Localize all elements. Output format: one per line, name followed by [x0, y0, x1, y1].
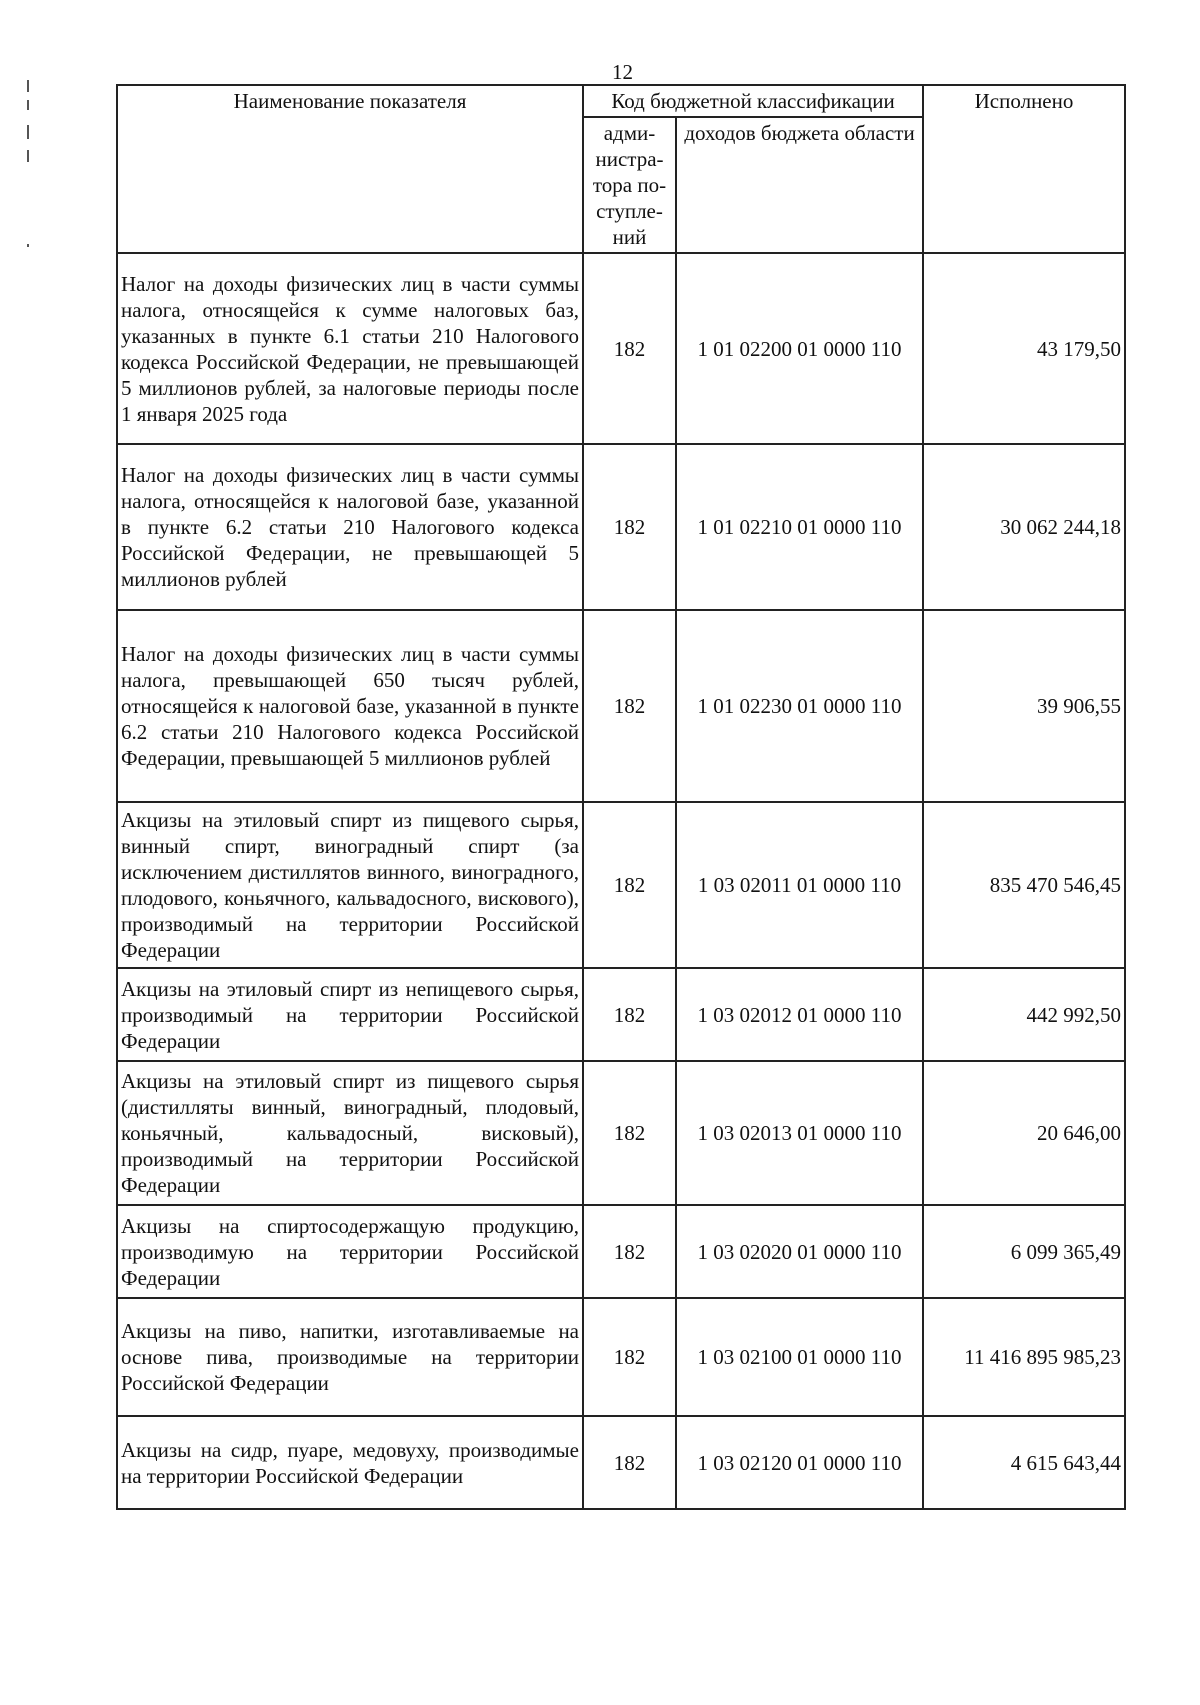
- row-budget-code: 1 01 02230 01 0000 110: [676, 610, 923, 802]
- row-amount: 835 470 546,45: [923, 802, 1125, 968]
- table-row: [117, 1061, 1125, 1205]
- row-name: Акцизы на спиртосодержащую продукцию, производимую на территории Российской Федерации: [117, 1205, 583, 1298]
- row-budget-code: 1 03 02020 01 0000 110: [676, 1205, 923, 1298]
- row-amount: 39 906,55: [923, 610, 1125, 802]
- row-budget-code: 1 03 02012 01 0000 110: [676, 968, 923, 1061]
- row-budget-code: 1 03 02120 01 0000 110: [676, 1416, 923, 1509]
- table-row: [117, 968, 1125, 1061]
- row-name: Налог на доходы физических лиц в части суммы налога, превышающей 650 тысяч рублей, относящейся к налоговой базе, указанной в пункте 6.2 статьи 210 Налогового кодекса Российской Федерации, превышающей 5 миллионов рублей: [117, 610, 583, 802]
- page-number: 12: [612, 60, 633, 84]
- binding-mark: [27, 80, 29, 92]
- budget-table: [116, 84, 1126, 1510]
- row-amount: 30 062 244,18: [923, 444, 1125, 610]
- row-budget-code: 1 01 02200 01 0000 110: [676, 253, 923, 444]
- row-budget-code: 1 03 02011 01 0000 110: [676, 802, 923, 968]
- row-amount: 4 615 643,44: [923, 1416, 1125, 1509]
- row-budget-code: 1 03 02013 01 0000 110: [676, 1061, 923, 1205]
- row-name: Акцизы на этиловый спирт из пищевого сырья (дистилляты винный, виноградный, плодовый, коньячный, кальвадосный, висковый), производимый на территории Российской Федерации: [117, 1061, 583, 1205]
- row-amount: 6 099 365,49: [923, 1205, 1125, 1298]
- row-name: Налог на доходы физических лиц в части суммы налога, относящейся к сумме налоговых баз, указанных в пункте 6.1 статьи 210 Налогового кодекса Российской Федерации, не превышающей 5 миллионов рублей, за налоговые периоды после 1 января 2025 года: [117, 253, 583, 444]
- row-admin-code: 182: [583, 444, 676, 610]
- row-admin-code: 182: [583, 1416, 676, 1509]
- header-admin: адми-нистра-тора по-ступле-ний: [583, 117, 676, 253]
- row-budget-code: 1 01 02210 01 0000 110: [676, 444, 923, 610]
- row-name: Акцизы на сидр, пуаре, медовуху, производимые на территории Российской Федерации: [117, 1416, 583, 1509]
- row-admin-code: 182: [583, 1298, 676, 1416]
- row-name: Акцизы на этиловый спирт из пищевого сырья, винный спирт, виноградный спирт (за исключением дистиллятов винного, виноградного, плодового, коньячного, кальвадосного, вискового), производимый на территории Российской Федерации: [117, 802, 583, 968]
- row-name: Акцизы на пиво, напитки, изготавливаемые на основе пива, производимые на территории Российской Федерации: [117, 1298, 583, 1416]
- row-admin-code: 182: [583, 1205, 676, 1298]
- table-row: [117, 444, 1125, 610]
- header-name: Наименование показателя: [117, 85, 583, 253]
- table-row: [117, 253, 1125, 444]
- row-admin-code: 182: [583, 253, 676, 444]
- binding-mark: [27, 150, 29, 162]
- table-header: [117, 85, 1125, 253]
- table-row: [117, 1416, 1125, 1509]
- row-admin-code: 182: [583, 610, 676, 802]
- row-admin-code: 182: [583, 1061, 676, 1205]
- table-body: [117, 253, 1125, 1509]
- header-code-group: Код бюджетной классификации: [583, 85, 923, 117]
- row-amount: 43 179,50: [923, 253, 1125, 444]
- table-row: [117, 802, 1125, 968]
- row-amount: 20 646,00: [923, 1061, 1125, 1205]
- binding-mark: [27, 244, 29, 247]
- table-row: [117, 610, 1125, 802]
- binding-mark: [27, 125, 29, 139]
- row-budget-code: 1 03 02100 01 0000 110: [676, 1298, 923, 1416]
- row-amount: 442 992,50: [923, 968, 1125, 1061]
- header-income: доходов бюджета области: [676, 117, 923, 253]
- row-admin-code: 182: [583, 968, 676, 1061]
- table-row: [117, 1205, 1125, 1298]
- row-name: Акцизы на этиловый спирт из непищевого сырья, производимый на территории Российской Федерации: [117, 968, 583, 1061]
- header-amount: Исполнено: [923, 85, 1125, 253]
- row-amount: 11 416 895 985,23: [923, 1298, 1125, 1416]
- row-name: Налог на доходы физических лиц в части суммы налога, относящейся к налоговой базе, указанной в пункте 6.2 статьи 210 Налогового кодекса Российской Федерации, не превышающей 5 миллионов рублей: [117, 444, 583, 610]
- binding-mark: [27, 100, 29, 110]
- table-row: [117, 1298, 1125, 1416]
- row-admin-code: 182: [583, 802, 676, 968]
